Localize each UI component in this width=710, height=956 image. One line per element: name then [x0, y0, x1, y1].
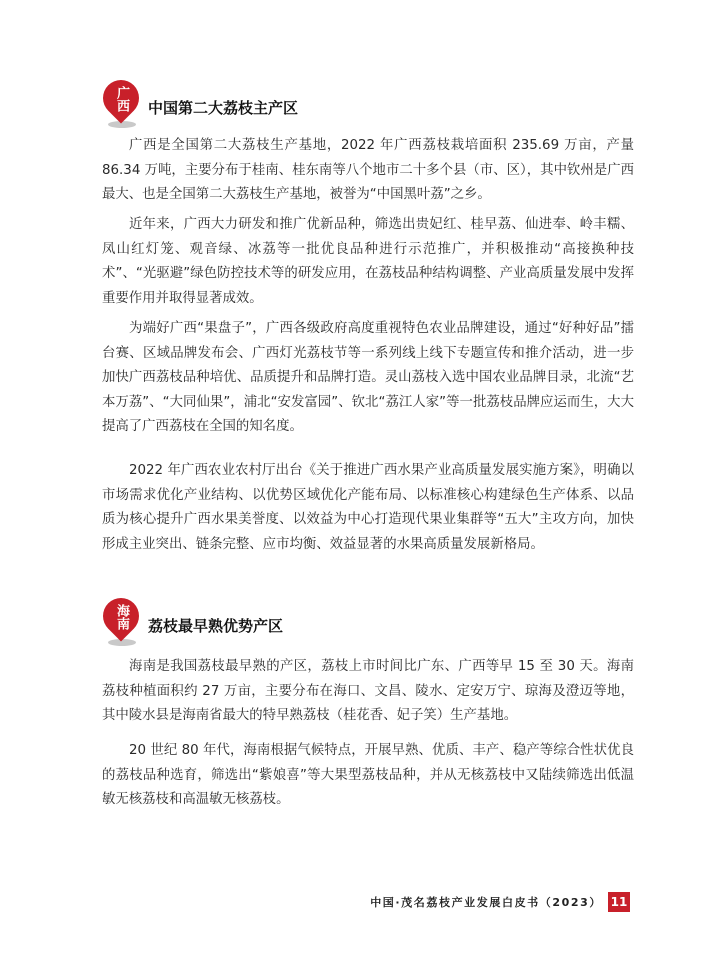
region-badge-hainan: 海南	[114, 604, 129, 630]
page-footer	[370, 892, 630, 912]
section-guangxi-header	[102, 80, 298, 128]
map-pin-icon	[102, 598, 142, 646]
section-title-hainan: 荔枝最早熟优势产区	[148, 616, 284, 635]
page-number: 11	[608, 892, 630, 912]
paragraph-guangxi-2: 近年来，广西大力研发和推广优新品种，筛选出贵妃红、桂早荔、仙进奉、岭丰糯、凤山红灯笼、观音绿、冰荔等一批优良品种进行示范推广，并积极推动“高接换种技术”、“光驱避”绿色防控技术等的研发应用，在荔枝品种结构调整、产业高质量发展中发挥重要作用并取得显著成效。	[102, 217, 634, 306]
section-title-guangxi: 中国第二大荔枝主产区	[148, 98, 299, 117]
paragraph-hainan-2: 20 世纪 80 年代，海南根据气候特点，开展早熟、优质、丰产、稳产等综合性状优良的荔枝品种选育，筛选出“紫娘喜”等大果型荔枝品种，并从无核荔枝中又陆续筛选出低温敏无核荔枝和高温敏无核荔枝。	[102, 743, 634, 807]
footer-title: 中国·茂名荔枝产业发展白皮书（2023）	[370, 896, 602, 909]
map-pin-icon	[102, 80, 142, 128]
paragraph-guangxi-1: 广西是全国第二大荔枝生产基地，2022 年广西荔枝栽培面积 235.69 万亩，产量 86.34 万吨，主要分布于桂南、桂东南等八个地市二十多个县（市、区），其中钦州是广西最大、也是全国第二大荔枝生产基地，被誉为“中国黑叶荔”之乡。	[102, 138, 634, 202]
paragraph-guangxi-4: 2022 年广西农业农村厅出台《关于推进广西水果产业高质量发展实施方案》，明确以市场需求优化产业结构、以优势区域优化产能布局、以标准核心构建绿色生产体系、以品质为核心提升广西水果美誉度、以效益为中心打造现代果业集群等“五大”主攻方向，加快形成主业突出、链条完整、应市均衡、效益显著的水果高质量发展新格局。	[102, 463, 634, 552]
section-hainan-header	[102, 598, 283, 646]
paragraph-guangxi-3: 为端好广西“果盘子”，广西各级政府高度重视特色农业品牌建设，通过“好种好品”擂台赛、区域品牌发布会、广西灯光荔枝节等一系列线上线下专题宣传和推介活动，进一步加快广西荔枝品种培优、品质提升和品牌打造。灵山荔枝入选中国农业品牌目录，北流“艺本万荔”、“大同仙果”，浦北“安发富园”、钦北“荔江人家”等一批荔枝品牌应运而生，大大提高了广西荔枝在全国的知名度。	[102, 321, 634, 434]
paragraph-hainan-1: 海南是我国荔枝最早熟的产区，荔枝上市时间比广东、广西等早 15 至 30 天。海南荔枝种植面积约 27 万亩，主要分布在海口、文昌、陵水、定安万宁、琼海及澄迈等地，其中陵水县是海南省最大的特早熟荔枝（桂花香、妃子笑）生产基地。	[102, 659, 634, 723]
region-badge-guangxi: 广西	[114, 86, 129, 112]
